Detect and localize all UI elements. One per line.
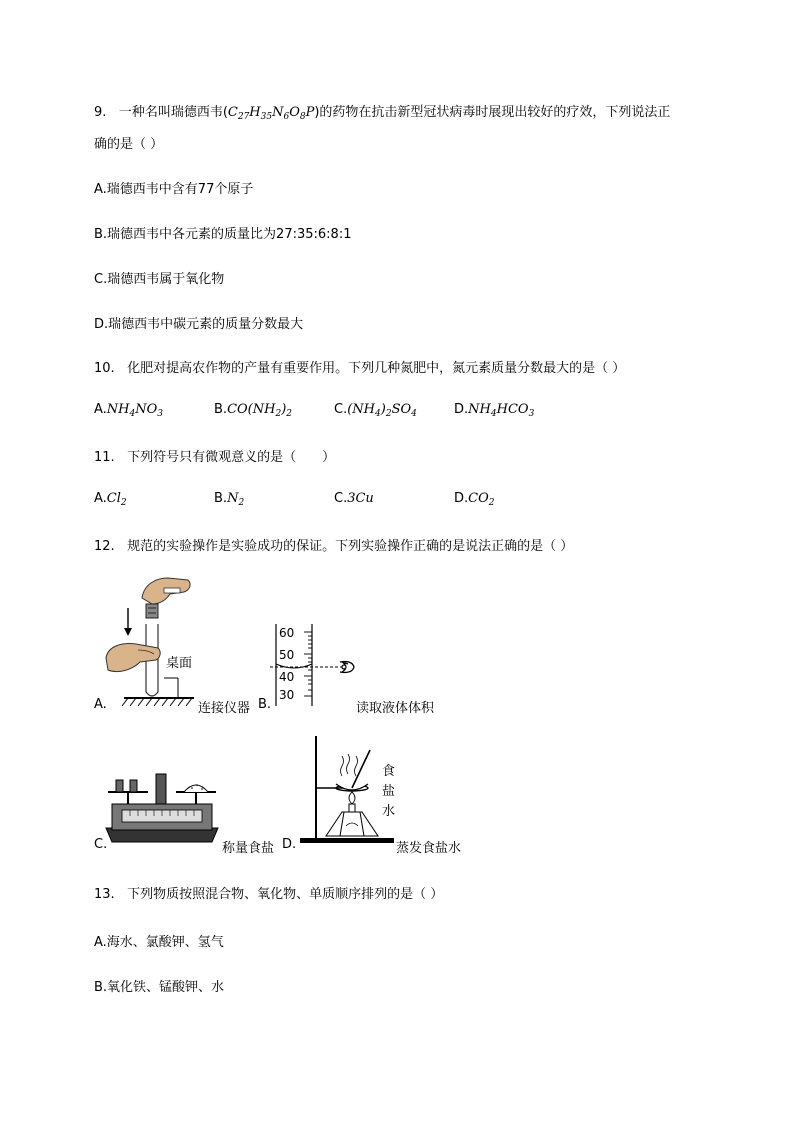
cylinder-tick-30: 30 [279,688,295,702]
salt-pile-icon [184,785,208,792]
q13-option-a: A.海水、氯酸钾、氢气 [94,935,224,950]
figure-a-caption: 连接仪器 [198,701,251,716]
q13-option-b: B.氧化铁、锰酸钾、水 [94,980,225,995]
q10-stem-text: 化肥对提高农作物的产量有重要作用。下列几种氮肥中，氮元素质量分数最大的是（ ） [127,361,626,376]
q13-number: 13. [94,887,115,902]
q9-stem-line1 [94,101,670,120]
cylinder-tick-50: 50 [279,648,295,662]
q9-option-d: D.瑞德西韦中碳元素的质量分数最大 [94,317,304,332]
q9-option-b: B.瑞德西韦中各元素的质量比为27:35:6:8:1 [94,227,352,242]
q11-option-b: $B.N_2$ [214,491,245,508]
q9-formula: $C_{27}H_{35}N_6O_8P$ [227,105,315,122]
q12-number: 12. [94,539,115,554]
q10-number: 10. [94,361,115,376]
desk-hatching [122,698,192,706]
q11-stem [94,446,335,465]
figure-a-connect-apparatus [100,570,200,715]
q11-option-d: $D.CO_2$ [454,491,495,508]
q9-stem-post: )的药物在抗击新型冠状病毒时展现出较好的疗效，下列说法正 [314,105,671,120]
cylinder-tick-60: 60 [279,626,295,640]
figure-d-caption: 蒸发食盐水 [396,841,462,856]
figure-d-evaporation [296,730,396,850]
q10-option-a: $A.NH_4NO_3$ [94,402,164,419]
q12-stem-text: 规范的实验操作是实验成功的保证。下列实验操作正确的是说法正确的是（ ） [127,539,574,554]
figure-c-balance [102,768,222,846]
eye-icon [342,662,348,672]
figure-a-letter: A. [94,697,107,712]
weight-icon [130,780,137,792]
q12-stem [94,535,573,554]
q10-option-c: $C.(NH_4)_2SO_4$ [334,402,417,419]
q9-number: 9. [94,105,107,120]
figure-c-caption: 称量食盐 [222,841,275,856]
q10-stem [94,357,625,376]
iron-stand-base [300,838,394,843]
figure-d-salt-char-2: 盐 [382,784,396,799]
steam-icon [341,756,344,776]
figure-d-letter: D. [282,837,297,852]
cylinder-tick-40: 40 [279,670,295,684]
glass-tube-icon [164,588,180,593]
flame-icon [349,792,355,804]
q11-option-a: $A.Cl_2$ [94,491,127,508]
q13-stem [94,883,443,902]
figure-a-desk-label: 桌面 [166,656,193,671]
q9-option-a: A.瑞德西韦中含有77个原子 [94,182,254,197]
q11-stem-text: 下列符号只有微观意义的是（ ） [127,450,336,465]
weight-icon [116,780,123,792]
figure-d-salt-char-3: 水 [382,804,396,819]
q10-option-d: $D.NH_4HCO_3$ [454,402,535,419]
balance-pillar [156,774,166,804]
q13-stem-text: 下列物质按照混合物、氧化物、单质顺序排列的是（ ） [127,887,444,902]
q10-option-b: $B.CO(NH_2)_2$ [214,402,292,419]
q11-number: 11. [94,450,115,465]
figure-b-caption: 读取液体体积 [356,701,435,716]
alcohol-lamp [340,812,364,836]
figure-d-salt-char-1: 食 [382,764,396,779]
rubber-stopper-icon [146,604,158,618]
q9-stem-pre: 一种名叫瑞德西韦( [118,105,228,120]
figure-c-letter: C. [94,837,108,852]
q9-option-c: C.瑞德西韦属于氧化物 [94,272,225,287]
q9-stem-line2: 确的是（ ） [94,137,164,152]
q11-option-c: C.3Cu [334,491,374,506]
figure-b-letter: B. [258,697,272,712]
